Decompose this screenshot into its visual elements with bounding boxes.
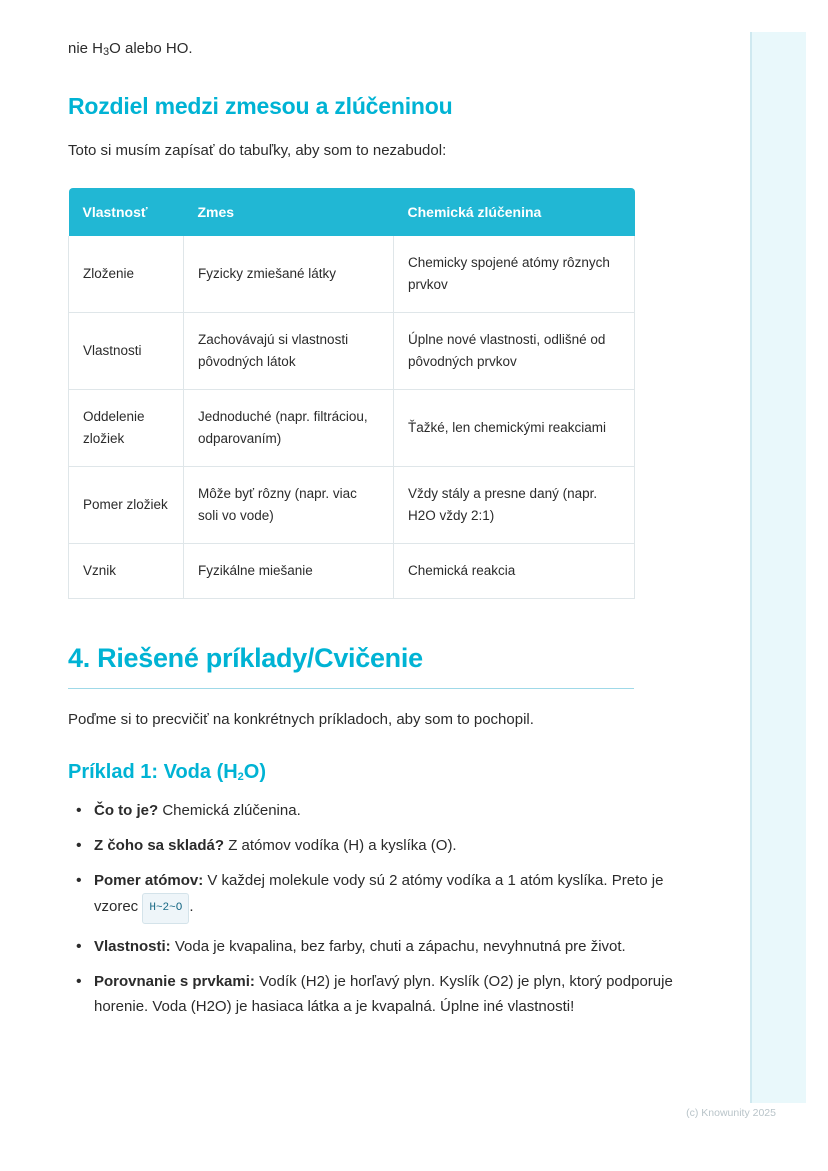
example-title-prefix: Príklad 1: Voda (H xyxy=(68,761,238,783)
table-row xyxy=(69,544,635,599)
bullet-text: Z atómov vodíka (H) a kyslíka (O). xyxy=(228,837,457,854)
bullet-text-after: . xyxy=(189,898,194,915)
table-cell: Chemicky spojené atómy rôznych prvkov xyxy=(394,236,635,313)
list-item xyxy=(90,868,682,924)
table-cell: Vlastnosti xyxy=(69,313,184,390)
table-cell: Jednoduché (napr. filtráciou, odparovaním) xyxy=(184,390,394,467)
list-item xyxy=(90,934,682,959)
table-cell: Fyzikálne miešanie xyxy=(184,544,394,599)
table-header-cell: Chemická zlúčenina xyxy=(394,188,635,236)
section-lead: Toto si musím zapísať do tabuľky, aby som to nezabudol: xyxy=(68,142,447,159)
intro-line xyxy=(68,38,682,63)
bullet-label: Z čoho sa skladá? xyxy=(94,837,225,854)
example-title-subscript: 2 xyxy=(237,771,244,783)
table-header-cell: Zmes xyxy=(184,188,394,236)
practice-lead: Poďme si to precvičiť na konkrétnych príkladoch, aby som to pochopil. xyxy=(68,711,534,728)
table-cell: Pomer zložiek xyxy=(69,467,184,544)
side-pale-bar xyxy=(750,32,806,1103)
table-row xyxy=(69,313,635,390)
example-bullet-list xyxy=(68,798,682,1019)
footer-credit: (c) Knowunity 2025 xyxy=(686,1107,776,1119)
table-cell: Fyzicky zmiešané látky xyxy=(184,236,394,313)
bullet-text: Voda je kvapalina, bez farby, chuti a zápachu, nevyhnutná pre život. xyxy=(174,938,626,955)
table-cell: Úplne nové vlastnosti, odlišné od pôvodných prvkov xyxy=(394,313,635,390)
title-divider xyxy=(68,688,634,689)
formula-chip: H~2~O xyxy=(142,893,189,924)
comparison-table xyxy=(68,188,635,599)
table-cell: Chemická reakcia xyxy=(394,544,635,599)
bullet-label: Porovnanie s prvkami: xyxy=(94,973,255,990)
example-title xyxy=(68,761,682,784)
table-row xyxy=(69,390,635,467)
table-row xyxy=(69,236,635,313)
example-title-suffix: O) xyxy=(243,761,267,783)
list-item xyxy=(90,969,682,1019)
bullet-text: Chemická zlúčenina. xyxy=(162,802,301,819)
bullet-label: Vlastnosti: xyxy=(94,938,171,955)
table-cell: Môže byť rôzny (napr. viac soli vo vode) xyxy=(184,467,394,544)
intro-text-suffix: O alebo HO. xyxy=(109,40,193,57)
table-header-row xyxy=(69,188,635,236)
table-cell: Ťažké, len chemickými reakciami xyxy=(394,390,635,467)
table-cell: Vždy stály a presne daný (napr. H2O vždy 2:1) xyxy=(394,467,635,544)
side-rule xyxy=(750,32,752,1103)
table-header-cell: Vlastnosť xyxy=(69,188,184,236)
intro-subscript: 3 xyxy=(103,46,110,58)
bullet-text: V každej molekule vody sú 2 atómy vodíka a 1 atóm kyslíka. Preto je vzorec xyxy=(94,872,664,915)
bullet-label: Čo to je? xyxy=(94,802,159,819)
bullet-label: Pomer atómov: xyxy=(94,872,204,889)
list-item xyxy=(90,833,682,858)
table-cell: Oddelenie zložiek xyxy=(69,390,184,467)
list-item xyxy=(90,798,682,823)
table-cell: Zloženie xyxy=(69,236,184,313)
page-title: 4. Riešené príklady/Cvičenie xyxy=(68,643,423,673)
intro-text-prefix: nie H xyxy=(68,40,104,57)
bullet-text: Vodík (H2) je horľavý plyn. Kyslík (O2) je plyn, ktorý podporuje horenie. Voda (H2O) je hasiaca látka a je kvapalná. Úplne iné vlastnosti! xyxy=(94,973,673,1015)
table-row xyxy=(69,467,635,544)
table-cell: Vznik xyxy=(69,544,184,599)
table-cell: Zachovávajú si vlastnosti pôvodných látok xyxy=(184,313,394,390)
page-side-decoration xyxy=(750,0,828,1171)
section-title: Rozdiel medzi zmesou a zlúčeninou xyxy=(68,93,453,119)
